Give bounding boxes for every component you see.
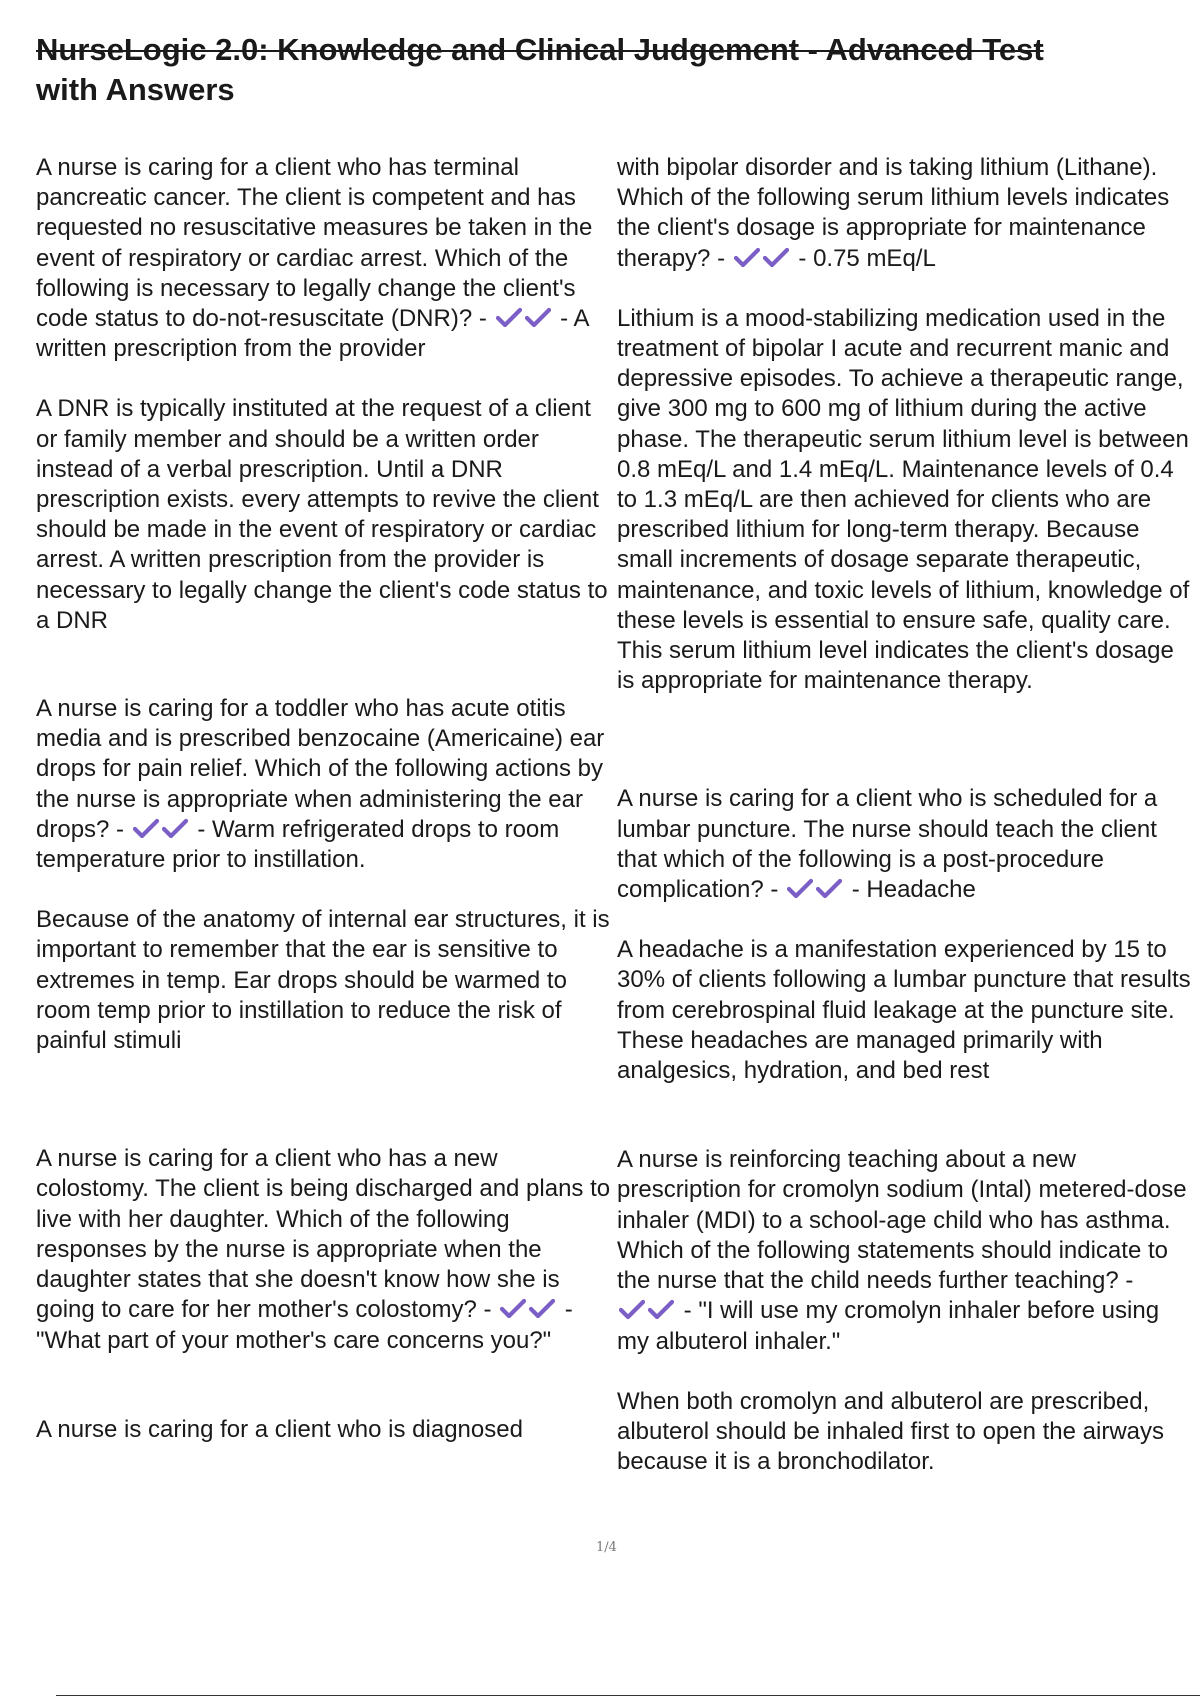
answer-separator: -: [710, 244, 732, 272]
answer-text: Headache: [866, 876, 976, 904]
footer-divider: [56, 1695, 1200, 1696]
left-column: [36, 153, 614, 1445]
page-number: 1/4: [596, 1540, 617, 1555]
answer-separator: -: [472, 305, 494, 333]
title-line-1: NurseLogic 2.0: Knowledge and Clinical Judgement - Advanced Test: [36, 32, 1044, 67]
document-title: [36, 30, 1156, 110]
question-text: A nurse is caring for a client who has a new colostomy. The client is being discharged and plans to live with her daughter. Which of the following responses by the nurse is appropriate when the daughter states that she doesn't know how she is going to care for her mother's colostomy?: [36, 1145, 611, 1324]
double-check-icon: [619, 1299, 675, 1321]
rationale-text: When both cromolyn and albuterol are prescribed, albuterol should be inhaled first to open the airways because it is a bronchodilator.: [617, 1387, 1165, 1476]
question-text: A nurse is caring for a client who is scheduled for a lumbar puncture. The nurse should teach the client that which of the following is a post-procedure complication?: [617, 785, 1158, 904]
double-check-icon: [734, 247, 790, 269]
rationale-text: A headache is a manifestation experienced by 15 to 30% of clients following a lumbar puncture that results from cerebrospinal fluid leakage at the puncture site. These headaches are managed primarily with analgesics, hydration, and bed rest: [617, 936, 1191, 1085]
qa-item: [617, 1145, 1193, 1356]
qa-item: [617, 784, 1193, 905]
question-text: A nurse is reinforcing teaching about a new prescription for cromolyn sodium (Intal) metered-dose inhaler (MDI) to a school-age child who has asthma. Which of the following statements should indicate to the nurse that the child needs further teaching?: [617, 1146, 1187, 1295]
answer-separator: -: [845, 876, 867, 904]
answer-text: 0.75 mEq/L: [813, 244, 936, 272]
answer-separator: -: [553, 305, 574, 333]
qa-item: [36, 694, 614, 875]
double-check-icon: [496, 307, 552, 329]
rationale-text: Because of the anatomy of internal ear structures, it is important to remember that the ear is sensitive to extremes in temp. Ear drops should be warmed to room temp prior to instillation to reduce the risk of painful stimuli: [36, 906, 610, 1055]
question-text: with bipolar disorder and is taking lithium (Lithane). Which of the following serum lithium levels indicates the client's dosage is appropriate for maintenance therapy?: [617, 154, 1170, 272]
question-text: A nurse is caring for a client who has terminal pancreatic cancer. The client is competent and has requested no resuscitative measures be taken in the event of respiratory or cardiac arrest. Which of the following is necessary to legally change the client's code status to do-not-resuscitate (DNR)?: [36, 154, 593, 333]
answer-text: "I will use my cromolyn inhaler before using my albuterol inhaler.": [617, 1297, 1160, 1355]
answer-text: Warm refrigerated drops to room temperature prior to instillation.: [36, 815, 560, 874]
answer-separator: -: [763, 876, 786, 904]
answer-separator: -: [791, 244, 814, 272]
qa-item: [617, 153, 1193, 274]
double-check-icon: [500, 1298, 556, 1320]
rationale-text: Lithium is a mood-stabilizing medication used in the treatment of bipolar I acute and recurrent manic and depressive episodes. To achieve a therapeutic range, give 300 mg to 600 mg of lithium during the active phase. The therapeutic serum lithium level is between 0.8 mEq/L and 1.4 mEq/L. Maintenance levels of 0.4 to 1.3 mEq/L are then achieved for clients who are prescribed lithium for long-term therapy. Because small increments of dosage separate therapeutic, maintenance, and toxic levels of lithium, knowledge of these levels is essential to ensure safe, quality care. This serum lithium level indicates the client's dosage is appropriate for maintenance therapy.: [617, 304, 1190, 695]
qa-item: [36, 1144, 614, 1355]
double-check-icon: [133, 818, 189, 840]
answer-separator: -: [677, 1297, 699, 1325]
question-text: A nurse is caring for a toddler who has acute otitis media and is prescribed benzocaine (Americaine) ear drops for pain relief. Which of the following actions by the nurse is appropriate when administering the ear drops?: [36, 695, 605, 843]
rationale-text: A DNR is typically instituted at the request of a client or family member and should be a written order instead of a verbal prescription. Until a DNR prescription exists. every attempts to revive the client should be made in the event of respiratory or cardiac arrest. A written prescription from the provider is necessary to legally change the client's code status to a DNR: [36, 395, 608, 634]
answer-separator: -: [558, 1296, 573, 1324]
answer-separator: -: [190, 815, 213, 843]
answer-separator: -: [109, 815, 131, 843]
answer-separator: -: [476, 1296, 499, 1324]
answer-text: "What part of your mother's care concerns you?": [36, 1326, 552, 1354]
title-line-2: with Answers: [36, 72, 235, 107]
right-column: [617, 153, 1193, 1477]
answer-text: A written prescription from the provider: [36, 305, 589, 363]
qa-item: [36, 153, 614, 364]
question-text: A nurse is caring for a client who is diagnosed: [36, 1415, 523, 1443]
double-check-icon: [787, 878, 843, 900]
answer-separator: -: [1118, 1267, 1134, 1295]
